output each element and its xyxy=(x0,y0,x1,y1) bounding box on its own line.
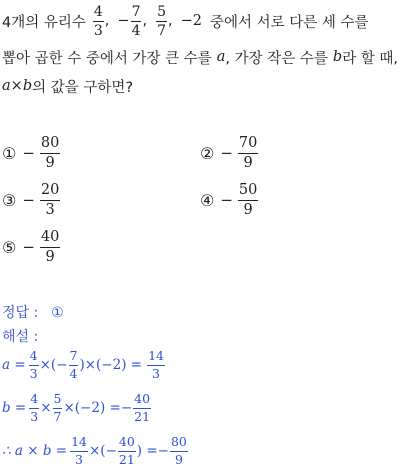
question-line-1-tail: 중에서 서로 다른 세 수를 xyxy=(210,14,369,31)
minus-sign: − xyxy=(117,13,130,29)
numerator: 4 xyxy=(93,3,103,20)
numerator: 4 xyxy=(29,348,38,363)
solution-lhs: ∴ a × b = xyxy=(2,443,68,459)
numerator: 40 xyxy=(40,229,60,245)
minus-sign: − xyxy=(22,191,35,209)
choice-number: ⑤ xyxy=(2,237,17,257)
numerator: 14 xyxy=(71,434,87,449)
fraction xyxy=(53,393,63,423)
denominator: 9 xyxy=(174,451,183,467)
fraction-bar xyxy=(238,153,258,154)
choice-number: ① xyxy=(2,143,17,163)
denominator: 3 xyxy=(45,201,55,218)
solution-lhs: a = xyxy=(2,357,26,373)
choice-number: ③ xyxy=(2,190,17,210)
denominator: 9 xyxy=(243,154,253,171)
variable-b: b xyxy=(332,49,343,65)
solution-line-2 xyxy=(2,393,152,423)
fraction-7-4 xyxy=(131,5,142,38)
numerator: 5 xyxy=(157,3,167,20)
solution-operator: ×(− xyxy=(88,443,117,459)
choice-number: ④ xyxy=(200,190,215,210)
number-minus-2: −2 xyxy=(180,13,202,29)
denominator: 21 xyxy=(118,451,135,467)
denominator: 7 xyxy=(53,408,62,424)
variable-b: b xyxy=(22,78,33,94)
comma: , xyxy=(104,13,110,29)
numerator: 5 xyxy=(53,391,62,406)
solution-lhs: b = xyxy=(2,400,27,416)
denominator: 9 xyxy=(45,248,55,265)
minus-sign: − xyxy=(220,144,233,162)
numerator: 20 xyxy=(40,182,60,198)
choice-4[interactable] xyxy=(200,183,259,217)
solution-operator: )×(−2) = xyxy=(79,357,143,373)
denominator: 3 xyxy=(75,451,83,467)
choice-5[interactable] xyxy=(2,230,61,264)
numerator: 80 xyxy=(170,434,187,449)
minus-sign: − xyxy=(22,144,35,162)
denominator: 3 xyxy=(30,408,39,424)
solution-operator: ) =− xyxy=(136,443,169,459)
minus-sign: − xyxy=(220,191,233,209)
question-line-1 xyxy=(2,2,369,40)
choice-fraction xyxy=(40,136,60,170)
fraction-bar xyxy=(93,21,104,22)
fraction-5-7 xyxy=(156,5,167,38)
fraction-bar xyxy=(156,21,167,22)
question-line-3 xyxy=(2,75,133,97)
denominator: 3 xyxy=(29,365,38,381)
choice-2[interactable] xyxy=(200,136,259,170)
variable-a: a xyxy=(2,78,11,94)
question-line-2 xyxy=(2,46,398,68)
choice-1[interactable] xyxy=(2,136,61,170)
choice-number: ② xyxy=(200,143,215,163)
numerator: 40 xyxy=(134,391,151,406)
answer-label: 정답 : xyxy=(2,305,39,321)
numerator: 14 xyxy=(148,348,164,363)
numerator: 70 xyxy=(238,135,258,151)
solution-line-1 xyxy=(2,350,166,380)
denominator: 4 xyxy=(69,365,78,381)
denominator: 3 xyxy=(93,22,103,39)
choice-fraction xyxy=(40,183,60,217)
solution-operator: ×(−2) =− xyxy=(63,400,133,416)
comma: , xyxy=(168,13,173,29)
fraction xyxy=(29,350,39,380)
fraction xyxy=(70,436,88,466)
result-fraction xyxy=(133,393,151,423)
comma: , xyxy=(142,13,148,29)
numerator: 50 xyxy=(238,182,258,198)
fraction xyxy=(69,350,79,380)
answer-line xyxy=(2,302,64,322)
question-line-3-tail: 의 값을 구하면? xyxy=(32,79,134,96)
fraction-bar xyxy=(40,153,60,154)
fraction-bar xyxy=(40,200,60,201)
variable-a: a xyxy=(216,49,226,65)
result-fraction xyxy=(170,436,188,466)
fraction-bar xyxy=(238,200,258,201)
denominator: 9 xyxy=(243,201,253,218)
times-sign: × xyxy=(10,78,23,94)
numerator: 80 xyxy=(40,135,60,151)
answer-value: ① xyxy=(51,305,64,321)
denominator: 9 xyxy=(45,154,55,171)
denominator: 3 xyxy=(152,365,160,381)
solution-line-3 xyxy=(2,436,189,466)
denominator: 4 xyxy=(131,22,141,39)
solution-operator: ×(− xyxy=(39,357,68,373)
question-line-2-text-c: 라 할 때, xyxy=(342,50,399,67)
numerator: 7 xyxy=(131,3,141,20)
fraction xyxy=(118,436,136,466)
minus-sign: − xyxy=(22,238,35,256)
choice-fraction xyxy=(40,230,60,264)
fraction-bar xyxy=(40,247,60,248)
fraction-bar xyxy=(131,21,142,22)
numerator: 40 xyxy=(118,434,135,449)
question-prefix: 4개의 유리수 xyxy=(2,14,86,31)
choice-fraction xyxy=(238,136,258,170)
result-fraction xyxy=(147,350,165,380)
numerator: 7 xyxy=(69,348,78,363)
choice-3[interactable] xyxy=(2,183,61,217)
denominator: 21 xyxy=(134,408,151,424)
question-line-2-text-b: , 가장 작은 수를 xyxy=(225,50,328,67)
solution-operator: × xyxy=(40,400,52,416)
question-line-2-text-a: 뽑아 곱한 수 중에서 가장 큰 수를 xyxy=(2,50,212,67)
numerator: 4 xyxy=(30,391,39,406)
fraction xyxy=(29,393,39,423)
solution-title: 해설 : xyxy=(2,329,39,345)
fraction-4-3 xyxy=(93,5,104,38)
choice-fraction xyxy=(238,183,258,217)
denominator: 7 xyxy=(157,22,167,39)
